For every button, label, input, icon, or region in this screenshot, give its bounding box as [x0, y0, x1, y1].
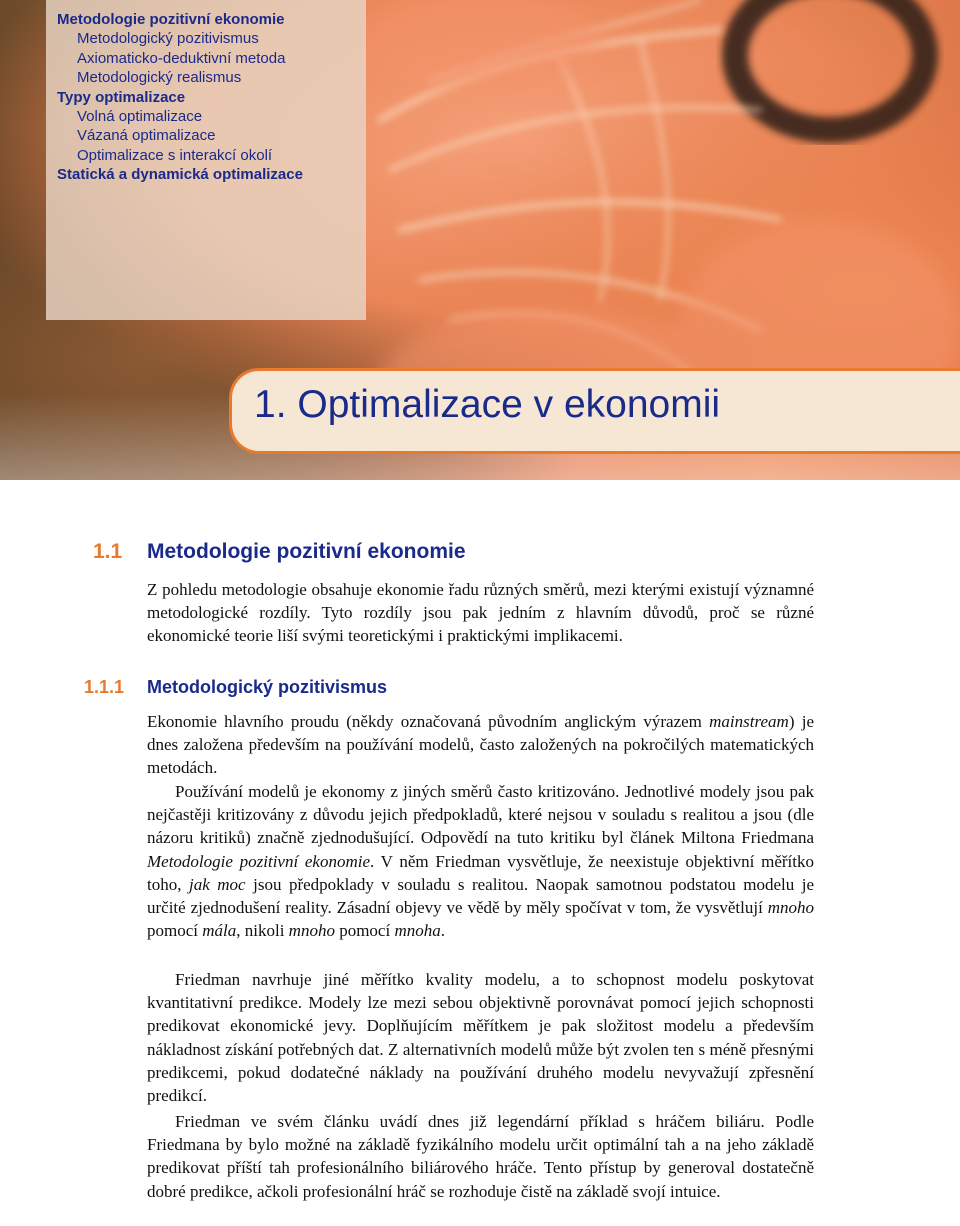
subsection-title: Metodologický pozitivismus — [147, 677, 388, 697]
toc-item-volna-optimalizace[interactable]: Volná optimalizace — [77, 108, 203, 126]
text-run: . V něm Friedman vysvětluje, že neexistuje objektivní měřítko toho, — [147, 851, 814, 894]
section-title: Metodologie pozitivní ekonomie — [147, 540, 466, 563]
chapter-title-ribbon — [229, 368, 960, 454]
toc-item-metodologie-pozitivni-ekonomie[interactable]: Metodologie pozitivní ekonomie — [57, 11, 285, 28]
text-run: Používání modelů je ekonomy z jiných směrů často kritizováno. Jednotlivé modely jsou pak nejčastěji kritizovány z důvodu jejich předpokladů, které nejsou v souladu s realitou a jsou (dle názoru kritiků) značně zjednodušující. Odpovědí na tuto kritiku byl článek Miltona Friedmana — [147, 782, 814, 848]
toc-item-metodologicky-realismus[interactable]: Metodologický realismus — [77, 69, 242, 87]
toc-item-optimalizace-s-interakci-okoli[interactable]: Optimalizace s interakcí okolí — [77, 146, 273, 164]
emphasis-term: mnoho — [767, 898, 814, 918]
section-intro-paragraph: Z pohledu metodologie obsahuje ekonomie řadu různých směrů, mezi kterými existují významné metodologické rozdíly. Tyto rozdíly jsou pak jedním z hlavním důvodů, proč se různé ekonomické teorie liší svými teoretickými i praktickými implikacemi. — [147, 580, 814, 646]
text-run: . — [440, 921, 445, 941]
emphasis-book-title: Metodologie pozitivní ekonomie — [147, 851, 371, 871]
toc-item-vazana-optimalizace[interactable]: Vázaná optimalizace — [77, 127, 216, 145]
subsection-number: 1.1.1 — [84, 677, 125, 697]
chapter-toc-box — [46, 0, 366, 320]
emphasis-term: mnoho — [288, 921, 335, 941]
emphasis-term: mála — [202, 921, 237, 941]
text-run: Ekonomie hlavního proudu (někdy označovaná původním anglickým výrazem — [147, 712, 710, 731]
emphasis-term: jak moc — [188, 874, 246, 894]
text-run: jsou předpoklady v souladu s realitou. Naopak samotnou podstatou modelu je určité zjednodušení reality. Zásadní objevy ve vědě by měly spočívat v tom, že vysvětlují — [147, 874, 815, 918]
toc-item-metodologicky-pozitivismus[interactable]: Metodologický pozitivismus — [77, 30, 259, 48]
toc-item-axiomaticko-deduktivni-metoda[interactable]: Axiomaticko-deduktivní metoda — [77, 49, 286, 67]
toc-item-typy-optimalizace[interactable]: Typy optimalizace — [57, 88, 186, 106]
text-run: pomocí — [334, 921, 395, 941]
paragraph-friedman-critique — [147, 780, 814, 942]
toc-item-staticka-a-dynamicka-optimalizace[interactable]: Statická a dynamická optimalizace — [57, 166, 303, 184]
text-run: ) je dnes založena především na používání modelů, často založených na pokročilých matematických metodách. — [147, 712, 814, 778]
text-run: pomocí — [147, 921, 203, 941]
paragraph-mainstream — [147, 710, 814, 780]
chapter-title: 1. Optimalizace v ekonomii — [254, 383, 721, 426]
emphasis-term: mnoha — [394, 921, 441, 941]
emphasis-term: mainstream — [709, 712, 789, 731]
text-run: , nikoli — [236, 921, 289, 941]
section-number: 1.1 — [93, 540, 123, 563]
paragraph-model-quality: Friedman navrhuje jiné měřítko kvality modelu, a to schopnost modelu poskytovat kvantitativní predikce. Modely lze mezi sebou objektivně porovnávat pomocí jejich schopnosti predikovat ekonomické jevy. Doplňujícím měřítkem je pak složitost modelu a především nákladnost získání potřebných dat. Z alternativních modelů může být zvolen ten s méně přesnými predikcemi, pokud dodatečné náklady na používání druhého modelu nevyvažují zpřesnění predikcí. — [147, 970, 814, 1106]
paragraph-billiard-example: Friedman ve svém článku uvádí dnes již legendární příklad s hráčem biliáru. Podle Friedmana by bylo možné na základě fyzikálního modelu určit optimální tah a na jeho základě predikovat příští tah profesionálního biliárového hráče. Tento přístup by generoval dostatečně dobré predikce, ačkoli profesionální hráč se rozhoduje čistě na základě svojí intuice. — [147, 1112, 814, 1201]
